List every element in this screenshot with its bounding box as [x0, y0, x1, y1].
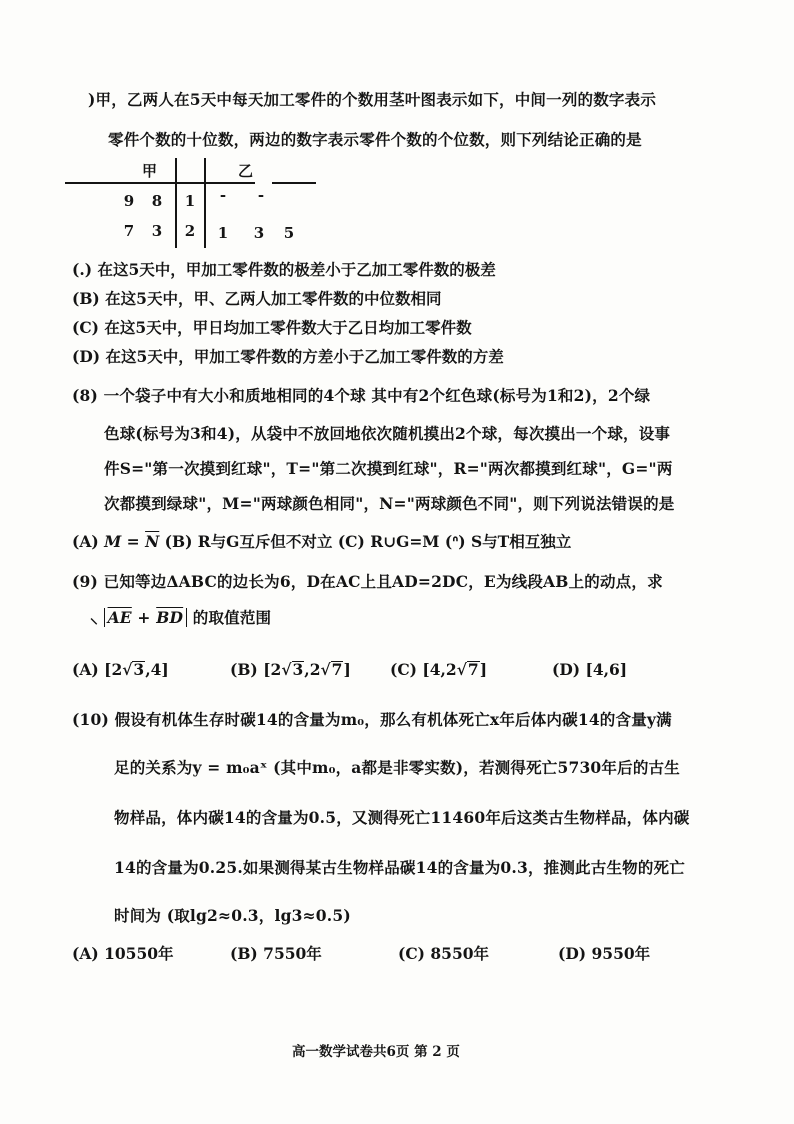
q7-option-a: (.) 在这5天中，甲加工零件数的极差小于乙加工零件数的极差: [72, 260, 496, 279]
sqrt-symbol: √: [456, 660, 467, 679]
q8-option-c: (C) R∪G=M: [332, 532, 440, 551]
q8-option-a-eq: =: [121, 532, 146, 551]
leaf-right-r2-c: 5: [283, 224, 295, 242]
q9-option-b: [230, 660, 351, 679]
q9-option-a-radicand: 3: [133, 660, 145, 679]
q10-line-1: (10) 假设有机体生存时碳14的含量为m₀，那么有机体死亡x年后体内碳14的含量y满: [72, 710, 672, 729]
q9-option-b-radicand-1: 3: [292, 660, 304, 679]
q8-option-b: (B) R与G互斥但不对立: [159, 532, 333, 551]
leaf-left-r1-b: 8: [151, 192, 163, 210]
sqrt-symbol: √: [122, 660, 133, 679]
q8-line-4: 次都摸到绿球"，M="两球颜色相同"，N="两球颜色不同"，则下列说法错误的是: [104, 494, 675, 513]
q10-option-b: (B) 7550年: [230, 944, 322, 963]
q10-line-2: 足的关系为y = m₀aˣ (其中m₀，a都是非零实数)，若测得死亡5730年后的古生: [114, 758, 680, 777]
stem-leaf-divider-left: [175, 158, 177, 248]
q9-option-a: [72, 660, 169, 679]
stem-leaf-header-rule-left: [65, 182, 255, 184]
vector-plus: +: [131, 608, 157, 627]
stem-leaf-header-left: 甲: [142, 162, 158, 180]
q10-line-5: 时间为 (取lg2≈0.3，lg3≈0.5): [114, 906, 351, 925]
q8-option-d: (ᐢ) S与T相互独立: [439, 532, 572, 551]
q9-option-a-label: (A): [72, 660, 99, 679]
stem-r2: 2: [184, 222, 196, 240]
q9-option-c-text-2: ]: [479, 660, 488, 679]
q10-option-c: (C) 8550年: [398, 944, 490, 963]
leaf-right-r1-a: -: [219, 186, 227, 204]
q9-option-b-text-1: [2: [263, 660, 282, 679]
q8-line-2: 色球(标号为3和4)，从袋中不放回地依次随机摸出2个球，每次摸出一个球，设事: [104, 424, 671, 443]
q9-option-c: [390, 660, 487, 679]
sqrt-symbol: √: [320, 660, 331, 679]
q10-line-4: 14的含量为0.25.如果测得某古生物样品碳14的含量为0.3，推测此古生物的死亡: [114, 858, 685, 877]
q8-line-1: (8) 一个袋子中有大小和质地相同的4个球 其中有2个红色球(标号为1和2)，2个绿: [72, 386, 651, 405]
q10-option-d: (D) 9550年: [558, 944, 651, 963]
q9-line-1: (9) 已知等边ΔABC的边长为6，D在AC上且AD=2DC，E为线段AB上的动点，求: [72, 572, 663, 591]
q9-option-c-text-1: [4,2: [422, 660, 457, 679]
q9-option-b-text-2: ,2: [304, 660, 321, 679]
q7-line-1: )甲，乙两人在5天中每天加工零件的个数用茎叶图表示如下，中间一列的数字表示: [88, 90, 657, 109]
leaf-left-r1-a: 9: [123, 192, 135, 210]
q8-option-a-label: (A): [72, 532, 99, 551]
q10-option-a: (A) 10550年: [72, 944, 174, 963]
stem-leaf-divider-right: [204, 158, 206, 248]
vector-sum-magnitude: [104, 608, 188, 627]
leaf-right-r2-a: 1: [217, 224, 229, 242]
leaf-right-r2-b: 3: [253, 224, 265, 242]
vector-ae: $\overline{AE}$: [107, 608, 132, 627]
q8-options: [72, 530, 571, 552]
q9-option-a-text-1: [2: [104, 660, 123, 679]
q9-option-d: (D) [4,6]: [552, 660, 628, 679]
q8-line-3: 件S="第一次摸到红球"，T="第二次摸到红球"，R="两次都摸到红球"，G="两: [104, 459, 673, 478]
q7-option-c: (C) 在这5天中，甲日均加工零件数大于乙日均加工零件数: [72, 318, 472, 337]
q10-line-3: 物样品，体内碳14的含量为0.5，又测得死亡11460年后这类古生物样品，体内碳: [114, 808, 690, 827]
leaf-left-r2-a: 7: [123, 222, 135, 240]
q8-option-a-n-bar: $\overline{N}$: [145, 532, 160, 551]
leaf-left-r2-b: 3: [151, 222, 163, 240]
q7-line-2: 零件个数的十位数，两边的数字表示零件个数的个位数，则下列结论正确的是: [108, 130, 642, 149]
stem-leaf-header-right: 乙: [238, 162, 254, 180]
q9-option-a-text-2: ,4]: [145, 660, 169, 679]
q9-option-c-radicand: 7: [467, 660, 479, 679]
q7-option-d: (D) 在这5天中，甲加工零件数的方差小于乙加工零件数的方差: [72, 347, 504, 366]
q9-option-c-label: (C): [390, 660, 418, 679]
stem-r1: 1: [184, 192, 196, 210]
sqrt-symbol: √: [281, 660, 292, 679]
vector-bd: $\overline{BD}$: [156, 608, 184, 627]
q8-option-a-m: M: [104, 532, 122, 551]
leaf-right-r1-b: -: [257, 186, 265, 204]
q9-option-b-label: (B): [230, 660, 258, 679]
page-footer: 高一数学试卷共6页 第 2 页: [292, 1044, 460, 1060]
q9-line-2: [90, 606, 271, 628]
q9-option-b-radicand-2: 7: [331, 660, 343, 679]
stem-leaf-header-rule-right: [272, 182, 316, 184]
q9-line-2-suffix: 的取值范围: [187, 608, 272, 627]
q7-option-b: (B) 在这5天中，甲、乙两人加工零件数的中位数相同: [72, 289, 442, 308]
q9-line-2-prefix: ⸜: [90, 608, 98, 627]
q9-option-b-text-3: ]: [343, 660, 351, 679]
